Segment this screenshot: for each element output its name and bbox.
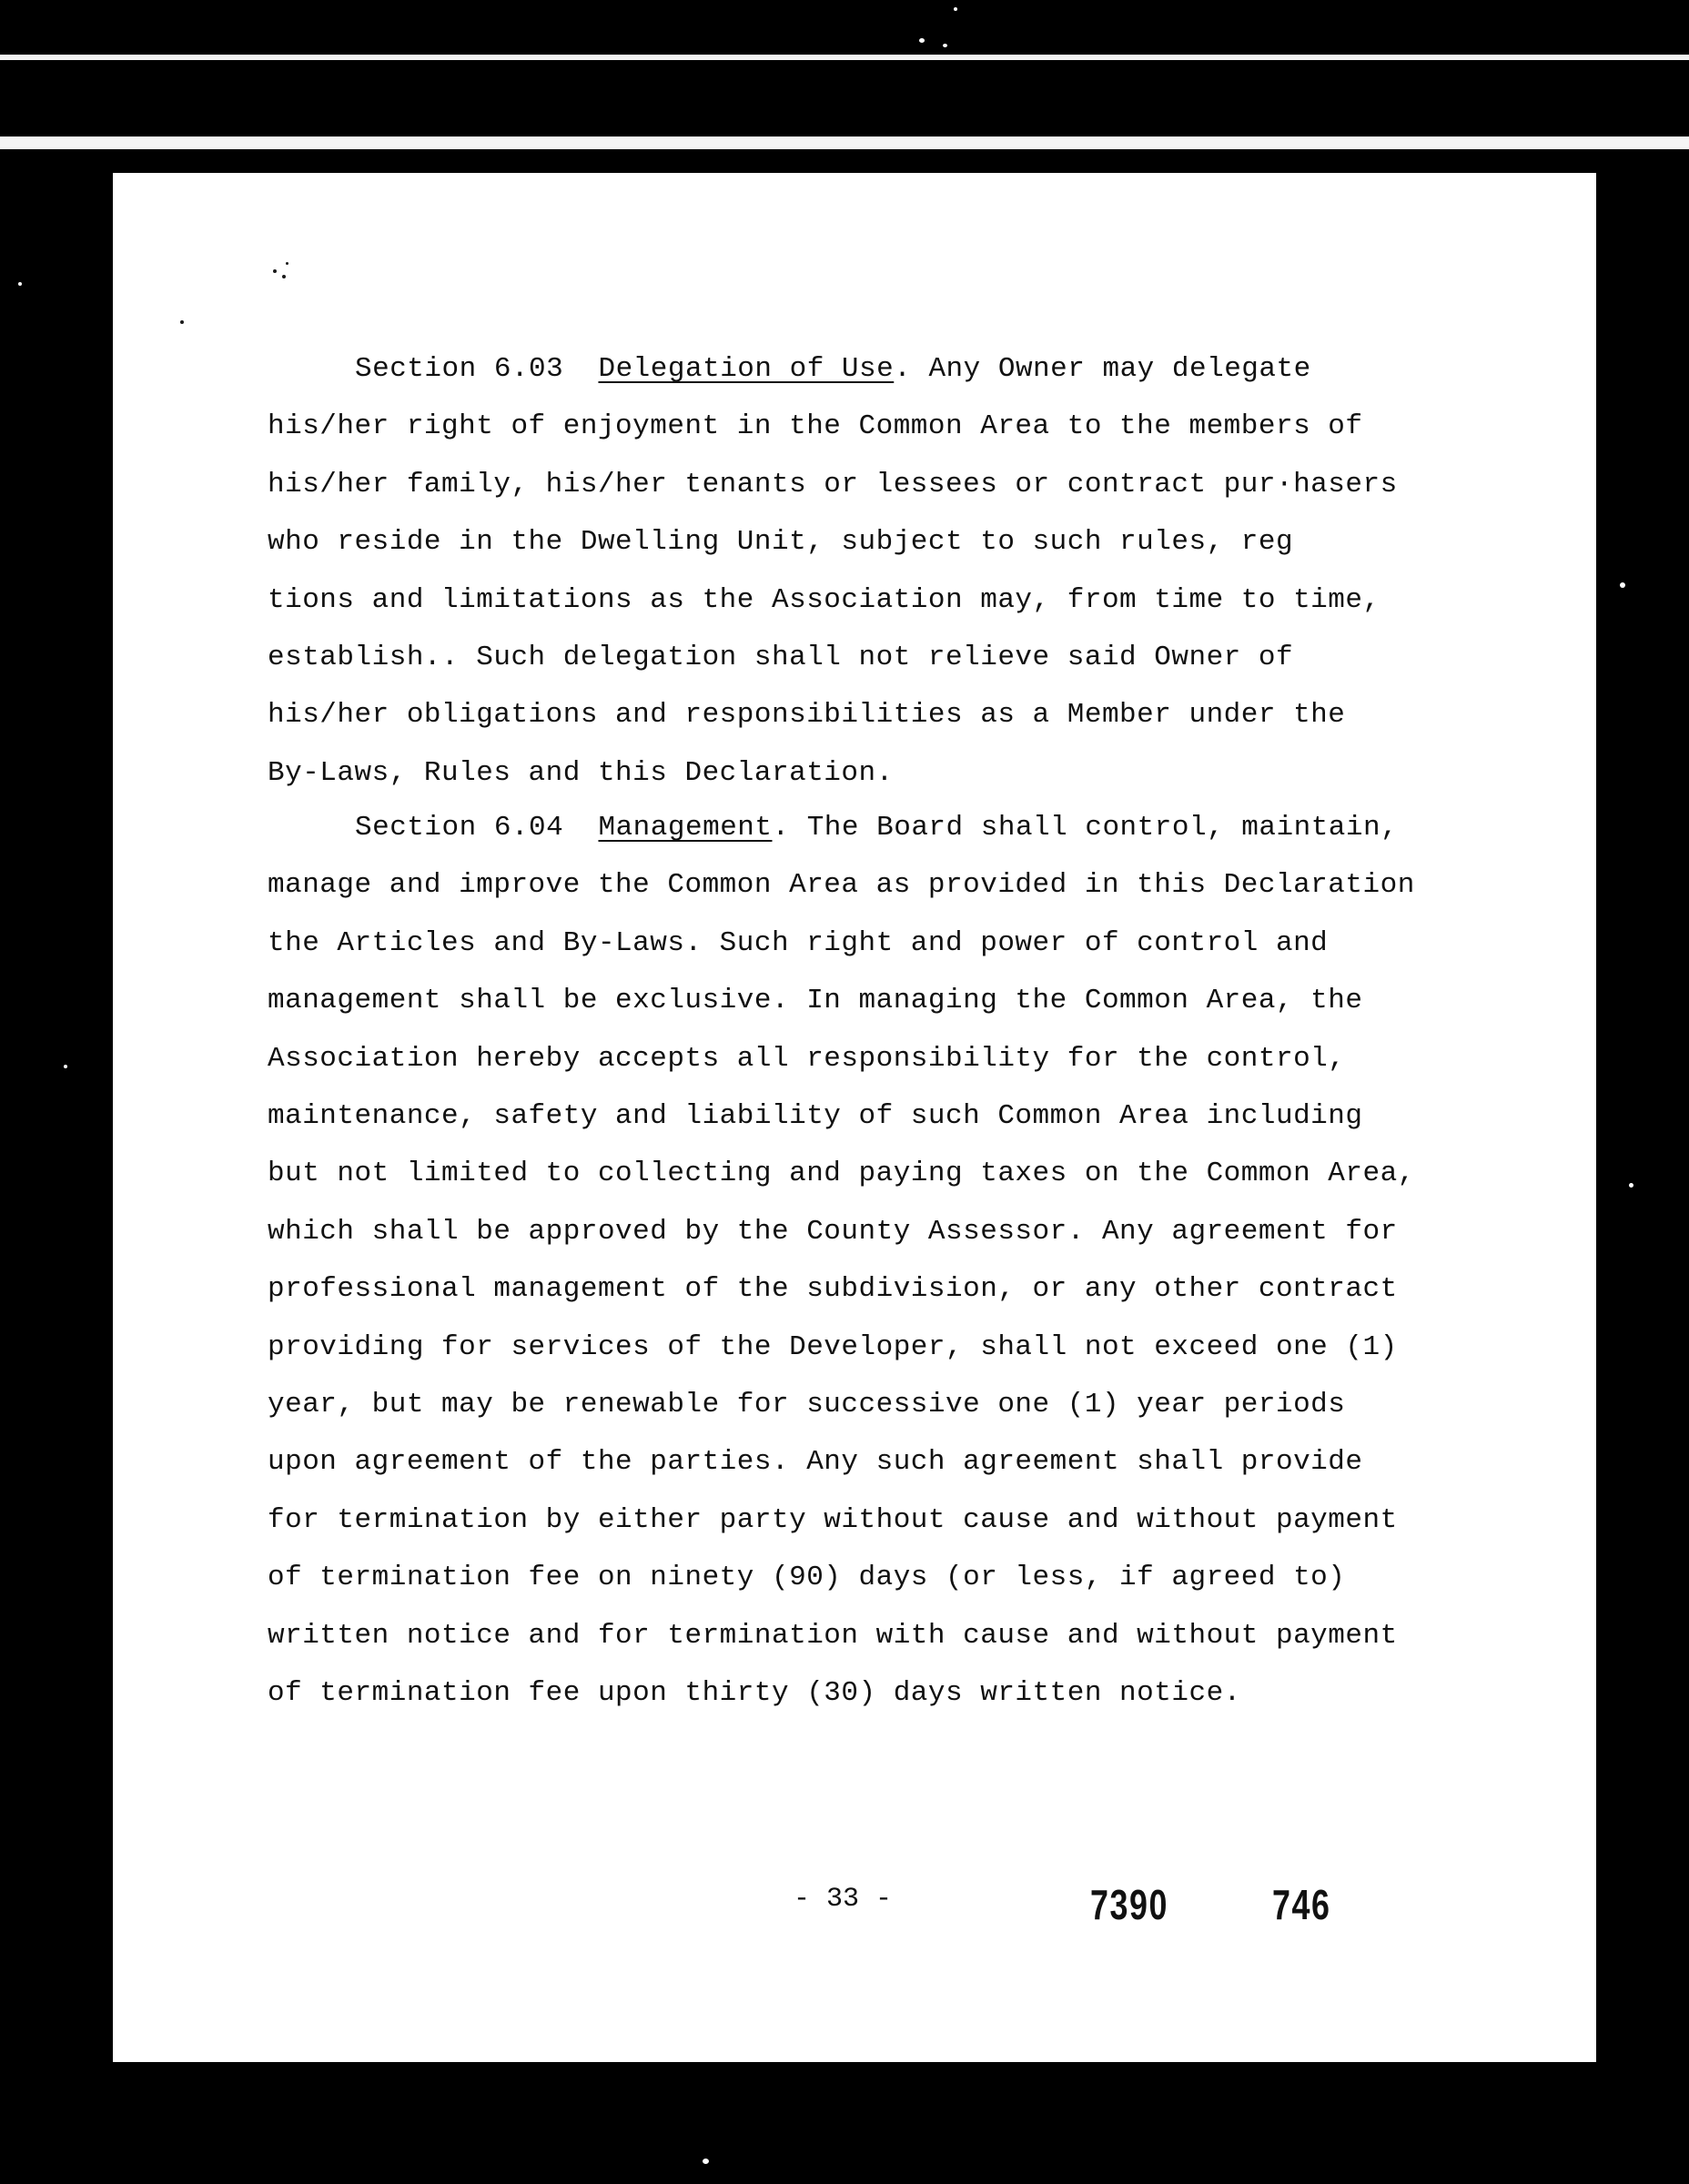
ink-speck [180, 320, 184, 324]
text-line: establish.. Such delegation shall not relieve said Owner of [268, 642, 1294, 674]
text-line: who reside in the Dwelling Unit, subject to such rules, reg [268, 526, 1294, 559]
scan-speck [943, 44, 947, 47]
section-603-first-line [268, 340, 1551, 398]
scan-speck [1620, 582, 1625, 588]
text-line: manage and improve the Common Area as provided in this Declaration [268, 869, 1415, 902]
document-number-primary: 7390 [1090, 1881, 1169, 1928]
text-line: tions and limitations as the Association may, from time to time, [268, 583, 1381, 616]
ink-speck [273, 269, 277, 273]
text-line: Association hereby accepts all responsibility for the control, [268, 1042, 1346, 1075]
text-line: of termination fee on ninety (90) days (or less, if agreed to) [268, 1562, 1346, 1594]
ink-speck [282, 275, 286, 278]
text-line: providing for services of the Developer, shall not exceed one (1) [268, 1330, 1398, 1363]
scan-speck [64, 1065, 67, 1068]
section-604-title: Management [598, 812, 773, 844]
text-line: professional management of the subdivision, or any other contract [268, 1273, 1398, 1306]
scan-top-rule [0, 55, 1689, 60]
text-line: which shall be approved by the County Assessor. Any agreement for [268, 1215, 1398, 1248]
text-line: maintenance, safety and liability of such Common Area including [268, 1100, 1363, 1133]
section-604-heading: Section 6.04 [355, 812, 564, 844]
text-line: but not limited to collecting and paying taxes on the Common Area, [268, 1158, 1415, 1190]
text-line: for termination by either party without cause and without payment [268, 1503, 1398, 1536]
text-line: By-Laws, Rules and this Declaration. [268, 756, 894, 789]
scan-speck [954, 7, 957, 11]
text-line: his/her obligations and responsibilities as a Member under the [268, 699, 1346, 732]
text-line: year, but may be renewable for successive one (1) year periods [268, 1389, 1346, 1421]
text-line: written notice and for termination with cause and without payment [268, 1619, 1398, 1652]
section-604-first-line [268, 799, 1551, 856]
scan-speck [703, 2159, 709, 2164]
text-line: . The Board shall control, maintain, [772, 812, 1399, 844]
page-number: - 33 - [794, 1884, 893, 1915]
text-line: of termination fee upon thirty (30) days written notice. [268, 1677, 1241, 1710]
section-6-03 [268, 340, 1551, 802]
scan-speck [919, 38, 925, 43]
scan-speck [18, 282, 22, 286]
section-6-04 [268, 799, 1551, 1723]
scan-speck [1629, 1183, 1633, 1188]
section-603-heading: Section 6.03 [355, 353, 564, 385]
text-line: . Any Owner may delegate [894, 353, 1311, 385]
text-line: the Articles and By-Laws. Such right and power of control and [268, 926, 1329, 959]
scan-top-band [0, 136, 1689, 149]
text-line: his/her family, his/her tenants or lessees or contract pur·hasers [268, 468, 1398, 500]
section-603-title: Delegation of Use [598, 353, 895, 385]
document-number-secondary: 746 [1272, 1881, 1331, 1928]
ink-speck [286, 262, 288, 265]
text-line: management shall be exclusive. In managing the Common Area, the [268, 985, 1363, 1017]
text-line: his/her right of enjoyment in the Common Area to the members of [268, 410, 1363, 443]
document-page [113, 173, 1596, 2062]
text-line: upon agreement of the parties. Any such agreement shall provide [268, 1446, 1363, 1479]
